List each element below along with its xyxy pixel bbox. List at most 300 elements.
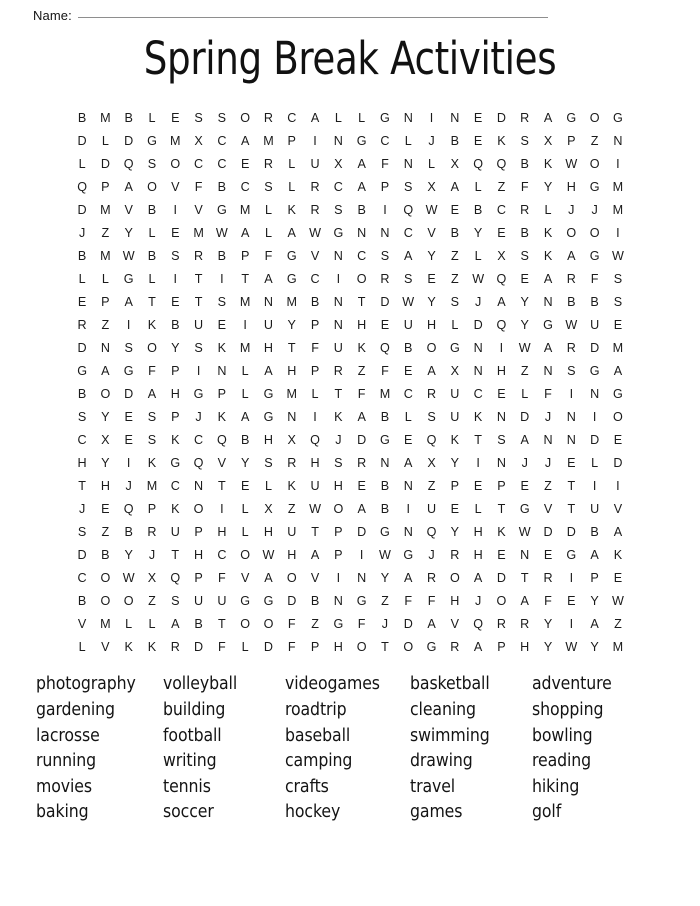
- grid-cell[interactable]: S: [497, 432, 506, 447]
- grid-cell[interactable]: Q: [310, 432, 320, 447]
- grid-cell[interactable]: R: [426, 570, 437, 585]
- grid-cell[interactable]: Q: [426, 432, 437, 447]
- grid-cell[interactable]: A: [310, 110, 320, 125]
- grid-cell[interactable]: F: [311, 340, 319, 355]
- grid-cell[interactable]: U: [194, 593, 204, 608]
- grid-cell[interactable]: R: [357, 455, 367, 470]
- grid-cell[interactable]: M: [239, 202, 251, 217]
- grid-cell[interactable]: P: [450, 478, 460, 493]
- grid-cell[interactable]: R: [426, 386, 437, 401]
- grid-cell[interactable]: F: [357, 616, 366, 631]
- grid-cell[interactable]: H: [287, 363, 297, 378]
- grid-cell[interactable]: B: [590, 524, 599, 539]
- grid-cell[interactable]: K: [147, 455, 157, 470]
- grid-cell[interactable]: S: [171, 248, 180, 263]
- grid-cell[interactable]: E: [240, 156, 250, 171]
- grid-cell[interactable]: H: [496, 363, 506, 378]
- grid-cell[interactable]: W: [122, 248, 135, 263]
- grid-cell[interactable]: N: [263, 294, 274, 309]
- grid-cell[interactable]: C: [170, 478, 180, 493]
- grid-cell[interactable]: L: [428, 156, 436, 171]
- grid-cell[interactable]: E: [543, 547, 553, 562]
- grid-cell[interactable]: V: [310, 570, 320, 585]
- grid-cell[interactable]: H: [473, 547, 483, 562]
- grid-cell[interactable]: P: [101, 294, 110, 309]
- grid-cell[interactable]: O: [589, 156, 600, 171]
- grid-cell[interactable]: F: [544, 386, 552, 401]
- grid-cell[interactable]: L: [288, 179, 296, 194]
- grid-cell[interactable]: G: [380, 110, 390, 125]
- grid-cell[interactable]: R: [263, 110, 274, 125]
- grid-cell[interactable]: E: [473, 133, 483, 148]
- word-bank-item[interactable]: running: [36, 751, 97, 772]
- grid-cell[interactable]: G: [286, 271, 297, 286]
- grid-cell[interactable]: Z: [520, 363, 529, 378]
- grid-cell[interactable]: B: [473, 202, 483, 217]
- grid-cell[interactable]: X: [427, 455, 436, 470]
- grid-cell[interactable]: A: [264, 363, 273, 378]
- grid-cell[interactable]: D: [263, 639, 274, 654]
- grid-cell[interactable]: G: [566, 547, 577, 562]
- grid-cell[interactable]: L: [264, 478, 272, 493]
- grid-cell[interactable]: W: [472, 271, 485, 286]
- grid-cell[interactable]: B: [567, 294, 576, 309]
- grid-cell[interactable]: X: [334, 156, 343, 171]
- grid-cell[interactable]: Y: [520, 294, 529, 309]
- grid-cell[interactable]: I: [196, 363, 201, 378]
- grid-cell[interactable]: N: [380, 225, 390, 240]
- grid-cell[interactable]: K: [147, 317, 157, 332]
- grid-cell[interactable]: V: [240, 570, 250, 585]
- grid-cell[interactable]: G: [613, 110, 623, 125]
- grid-cell[interactable]: X: [264, 501, 273, 516]
- grid-cell[interactable]: P: [310, 363, 320, 378]
- grid-cell[interactable]: Z: [357, 363, 366, 378]
- grid-cell[interactable]: B: [310, 593, 320, 608]
- grid-cell[interactable]: D: [613, 455, 623, 470]
- word-bank-item[interactable]: reading: [532, 751, 592, 772]
- grid-cell[interactable]: F: [381, 156, 389, 171]
- grid-cell[interactable]: O: [147, 179, 157, 194]
- grid-cell[interactable]: N: [496, 409, 506, 424]
- grid-cell[interactable]: S: [334, 455, 343, 470]
- grid-cell[interactable]: M: [193, 225, 204, 240]
- grid-cell[interactable]: C: [77, 432, 87, 447]
- grid-cell[interactable]: I: [616, 156, 620, 171]
- grid-cell[interactable]: O: [426, 340, 437, 355]
- grid-cell[interactable]: I: [592, 409, 597, 424]
- word-search-grid[interactable]: [70, 106, 629, 658]
- grid-cell[interactable]: N: [194, 478, 204, 493]
- grid-cell[interactable]: R: [194, 248, 204, 263]
- grid-cell[interactable]: G: [123, 271, 134, 286]
- grid-cell[interactable]: T: [78, 478, 86, 493]
- grid-cell[interactable]: Z: [450, 248, 459, 263]
- word-bank-item[interactable]: volleyball: [163, 674, 238, 695]
- grid-cell[interactable]: V: [310, 248, 320, 263]
- grid-cell[interactable]: D: [194, 639, 204, 654]
- word-bank-item[interactable]: tennis: [163, 776, 211, 797]
- grid-cell[interactable]: T: [171, 547, 180, 562]
- grid-cell[interactable]: U: [310, 156, 320, 171]
- grid-cell[interactable]: E: [613, 570, 623, 585]
- grid-cell[interactable]: D: [590, 340, 600, 355]
- grid-cell[interactable]: I: [359, 547, 364, 562]
- grid-cell[interactable]: A: [124, 179, 133, 194]
- grid-cell[interactable]: J: [148, 547, 156, 562]
- grid-cell[interactable]: Y: [473, 225, 483, 240]
- grid-cell[interactable]: Z: [101, 317, 110, 332]
- grid-cell[interactable]: I: [569, 570, 574, 585]
- grid-cell[interactable]: L: [101, 133, 109, 148]
- grid-cell[interactable]: N: [566, 409, 576, 424]
- grid-cell[interactable]: C: [287, 110, 297, 125]
- grid-cell[interactable]: E: [77, 294, 87, 309]
- grid-cell[interactable]: G: [263, 409, 274, 424]
- grid-cell[interactable]: A: [567, 248, 576, 263]
- grid-cell[interactable]: F: [264, 248, 273, 263]
- grid-cell[interactable]: J: [428, 547, 435, 562]
- grid-cell[interactable]: K: [357, 340, 366, 355]
- grid-cell[interactable]: X: [497, 248, 506, 263]
- grid-cell[interactable]: O: [100, 593, 111, 608]
- grid-cell[interactable]: T: [334, 386, 343, 401]
- grid-cell[interactable]: F: [404, 593, 413, 608]
- grid-cell[interactable]: C: [357, 248, 367, 263]
- grid-cell[interactable]: M: [146, 478, 158, 493]
- grid-cell[interactable]: Q: [193, 455, 204, 470]
- grid-cell[interactable]: M: [379, 386, 391, 401]
- word-bank-item[interactable]: camping: [285, 751, 353, 772]
- grid-cell[interactable]: S: [194, 340, 203, 355]
- grid-cell[interactable]: I: [336, 271, 341, 286]
- grid-cell[interactable]: S: [520, 248, 529, 263]
- grid-cell[interactable]: E: [240, 478, 250, 493]
- grid-cell[interactable]: C: [403, 225, 413, 240]
- grid-cell[interactable]: L: [264, 202, 272, 217]
- grid-cell[interactable]: S: [77, 409, 87, 424]
- grid-cell[interactable]: I: [313, 409, 317, 424]
- grid-cell[interactable]: A: [240, 409, 250, 424]
- grid-cell[interactable]: R: [566, 340, 576, 355]
- grid-cell[interactable]: D: [520, 409, 530, 424]
- grid-cell[interactable]: L: [125, 616, 133, 631]
- grid-cell[interactable]: R: [170, 639, 180, 654]
- grid-cell[interactable]: A: [357, 409, 366, 424]
- grid-cell[interactable]: F: [218, 570, 226, 585]
- grid-cell[interactable]: R: [77, 317, 87, 332]
- grid-cell[interactable]: V: [124, 202, 133, 217]
- grid-cell[interactable]: I: [220, 271, 224, 286]
- grid-cell[interactable]: R: [520, 616, 530, 631]
- grid-cell[interactable]: W: [402, 294, 415, 309]
- grid-cell[interactable]: D: [496, 570, 506, 585]
- grid-cell[interactable]: P: [240, 248, 250, 263]
- word-bank-item[interactable]: drawing: [410, 751, 473, 772]
- grid-cell[interactable]: A: [613, 524, 623, 539]
- grid-cell[interactable]: H: [100, 478, 110, 493]
- grid-cell[interactable]: Q: [170, 570, 181, 585]
- grid-cell[interactable]: E: [101, 501, 110, 516]
- grid-cell[interactable]: W: [309, 501, 321, 516]
- grid-cell[interactable]: N: [543, 432, 553, 447]
- grid-cell[interactable]: H: [170, 386, 180, 401]
- grid-cell[interactable]: P: [171, 409, 180, 424]
- grid-cell[interactable]: A: [357, 501, 366, 516]
- grid-cell[interactable]: S: [613, 294, 623, 309]
- grid-cell[interactable]: M: [263, 133, 274, 148]
- grid-cell[interactable]: R: [566, 271, 576, 286]
- grid-cell[interactable]: B: [101, 547, 110, 562]
- grid-cell[interactable]: A: [240, 133, 250, 148]
- grid-cell[interactable]: J: [591, 202, 598, 217]
- grid-cell[interactable]: L: [474, 501, 482, 516]
- grid-cell[interactable]: J: [544, 409, 552, 424]
- grid-cell[interactable]: O: [100, 570, 111, 585]
- grid-cell[interactable]: V: [613, 501, 623, 516]
- grid-cell[interactable]: N: [287, 409, 297, 424]
- grid-cell[interactable]: M: [170, 133, 181, 148]
- grid-cell[interactable]: G: [426, 639, 437, 654]
- grid-cell[interactable]: D: [77, 547, 87, 562]
- grid-cell[interactable]: B: [380, 501, 390, 516]
- grid-cell[interactable]: L: [404, 409, 412, 424]
- grid-cell[interactable]: D: [77, 340, 87, 355]
- grid-cell[interactable]: P: [380, 179, 390, 194]
- grid-cell[interactable]: M: [612, 202, 624, 217]
- grid-cell[interactable]: K: [217, 340, 227, 355]
- grid-cell[interactable]: Z: [427, 478, 436, 493]
- grid-cell[interactable]: J: [544, 455, 552, 470]
- grid-cell[interactable]: B: [217, 179, 227, 194]
- grid-cell[interactable]: L: [148, 225, 156, 240]
- grid-cell[interactable]: B: [310, 294, 320, 309]
- grid-cell[interactable]: B: [380, 409, 390, 424]
- grid-cell[interactable]: A: [124, 294, 133, 309]
- grid-cell[interactable]: O: [193, 501, 204, 516]
- grid-cell[interactable]: F: [427, 593, 436, 608]
- grid-cell[interactable]: P: [590, 570, 599, 585]
- grid-cell[interactable]: O: [240, 547, 251, 562]
- grid-cell[interactable]: G: [123, 363, 134, 378]
- grid-cell[interactable]: R: [450, 639, 460, 654]
- grid-cell[interactable]: F: [148, 363, 156, 378]
- grid-cell[interactable]: G: [589, 363, 600, 378]
- grid-cell[interactable]: Y: [543, 639, 553, 654]
- grid-cell[interactable]: K: [450, 432, 460, 447]
- grid-cell[interactable]: L: [544, 202, 552, 217]
- grid-cell[interactable]: D: [403, 616, 413, 631]
- grid-cell[interactable]: S: [147, 432, 157, 447]
- grid-cell[interactable]: B: [77, 386, 87, 401]
- grid-cell[interactable]: Y: [124, 225, 133, 240]
- grid-cell[interactable]: A: [520, 432, 529, 447]
- grid-cell[interactable]: A: [240, 225, 250, 240]
- grid-cell[interactable]: P: [147, 501, 157, 516]
- grid-cell[interactable]: P: [567, 133, 576, 148]
- grid-cell[interactable]: B: [404, 340, 413, 355]
- grid-cell[interactable]: S: [171, 593, 180, 608]
- grid-cell[interactable]: L: [288, 156, 296, 171]
- grid-cell[interactable]: B: [357, 202, 366, 217]
- grid-cell[interactable]: M: [100, 110, 111, 125]
- grid-cell[interactable]: E: [450, 202, 460, 217]
- grid-cell[interactable]: S: [77, 524, 87, 539]
- grid-cell[interactable]: I: [173, 271, 178, 286]
- grid-cell[interactable]: P: [310, 317, 320, 332]
- grid-cell[interactable]: M: [100, 202, 111, 217]
- grid-cell[interactable]: S: [217, 110, 227, 125]
- grid-cell[interactable]: O: [613, 409, 623, 424]
- grid-cell[interactable]: G: [170, 455, 181, 470]
- grid-cell[interactable]: S: [567, 363, 576, 378]
- grid-cell[interactable]: B: [590, 294, 599, 309]
- grid-cell[interactable]: E: [380, 317, 390, 332]
- grid-cell[interactable]: I: [313, 133, 317, 148]
- grid-cell[interactable]: Y: [380, 570, 390, 585]
- grid-cell[interactable]: X: [194, 133, 203, 148]
- grid-cell[interactable]: X: [450, 156, 460, 171]
- grid-cell[interactable]: B: [520, 156, 529, 171]
- grid-cell[interactable]: C: [240, 179, 250, 194]
- grid-cell[interactable]: I: [173, 202, 178, 217]
- word-bank-item[interactable]: gardening: [36, 699, 115, 720]
- grid-cell[interactable]: G: [263, 386, 274, 401]
- grid-cell[interactable]: X: [450, 363, 460, 378]
- grid-cell[interactable]: K: [334, 409, 343, 424]
- grid-cell[interactable]: D: [566, 524, 576, 539]
- grid-cell[interactable]: Q: [496, 271, 507, 286]
- grid-cell[interactable]: P: [217, 386, 227, 401]
- grid-cell[interactable]: L: [101, 271, 109, 286]
- grid-cell[interactable]: S: [404, 179, 413, 194]
- grid-cell[interactable]: G: [613, 386, 623, 401]
- grid-cell[interactable]: Q: [473, 156, 484, 171]
- grid-cell[interactable]: R: [450, 547, 460, 562]
- grid-cell[interactable]: H: [520, 639, 530, 654]
- grid-cell[interactable]: X: [543, 133, 553, 148]
- grid-cell[interactable]: N: [403, 524, 413, 539]
- grid-cell[interactable]: I: [336, 570, 341, 585]
- grid-cell[interactable]: A: [473, 570, 483, 585]
- grid-cell[interactable]: A: [264, 271, 273, 286]
- grid-cell[interactable]: U: [426, 501, 437, 516]
- grid-cell[interactable]: K: [613, 547, 623, 562]
- grid-cell[interactable]: U: [217, 593, 227, 608]
- grid-cell[interactable]: C: [217, 156, 227, 171]
- grid-cell[interactable]: E: [217, 317, 227, 332]
- grid-cell[interactable]: T: [218, 478, 226, 493]
- grid-cell[interactable]: M: [100, 616, 111, 631]
- grid-cell[interactable]: O: [566, 225, 577, 240]
- word-bank-item[interactable]: travel: [410, 776, 456, 797]
- grid-cell[interactable]: A: [497, 294, 506, 309]
- grid-cell[interactable]: E: [404, 363, 413, 378]
- grid-cell[interactable]: W: [262, 547, 275, 562]
- grid-cell[interactable]: I: [126, 317, 131, 332]
- grid-cell[interactable]: N: [543, 294, 553, 309]
- grid-cell[interactable]: T: [357, 294, 366, 309]
- grid-cell[interactable]: V: [543, 501, 553, 516]
- grid-cell[interactable]: E: [520, 271, 529, 286]
- grid-cell[interactable]: S: [427, 409, 436, 424]
- grid-cell[interactable]: H: [310, 455, 320, 470]
- grid-cell[interactable]: K: [543, 225, 553, 240]
- grid-cell[interactable]: H: [357, 317, 367, 332]
- grid-cell[interactable]: B: [77, 593, 87, 608]
- grid-cell[interactable]: U: [450, 386, 460, 401]
- grid-cell[interactable]: M: [286, 294, 297, 309]
- grid-cell[interactable]: J: [335, 432, 342, 447]
- grid-cell[interactable]: R: [380, 271, 390, 286]
- grid-cell[interactable]: C: [217, 133, 227, 148]
- grid-cell[interactable]: T: [520, 570, 529, 585]
- grid-cell[interactable]: O: [147, 340, 157, 355]
- grid-cell[interactable]: R: [310, 179, 320, 194]
- grid-cell[interactable]: P: [497, 478, 506, 493]
- grid-cell[interactable]: V: [217, 455, 227, 470]
- grid-cell[interactable]: Y: [101, 455, 110, 470]
- grid-cell[interactable]: H: [426, 317, 437, 332]
- grid-cell[interactable]: Y: [427, 294, 436, 309]
- grid-cell[interactable]: A: [427, 616, 436, 631]
- grid-cell[interactable]: K: [171, 432, 180, 447]
- grid-cell[interactable]: N: [403, 478, 413, 493]
- grid-cell[interactable]: O: [496, 593, 507, 608]
- grid-cell[interactable]: D: [380, 294, 390, 309]
- grid-cell[interactable]: L: [148, 616, 156, 631]
- grid-cell[interactable]: B: [194, 616, 203, 631]
- grid-cell[interactable]: N: [566, 432, 576, 447]
- grid-cell[interactable]: G: [333, 616, 344, 631]
- grid-cell[interactable]: F: [287, 639, 296, 654]
- grid-cell[interactable]: G: [380, 524, 390, 539]
- grid-cell[interactable]: A: [613, 363, 623, 378]
- grid-cell[interactable]: H: [287, 547, 297, 562]
- grid-cell[interactable]: N: [333, 133, 343, 148]
- grid-cell[interactable]: F: [381, 363, 389, 378]
- grid-cell[interactable]: W: [309, 225, 321, 240]
- grid-cell[interactable]: D: [496, 110, 506, 125]
- grid-cell[interactable]: Y: [287, 317, 296, 332]
- grid-cell[interactable]: I: [243, 317, 247, 332]
- grid-cell[interactable]: Z: [497, 179, 506, 194]
- grid-cell[interactable]: N: [590, 386, 600, 401]
- grid-cell[interactable]: S: [124, 340, 133, 355]
- grid-cell[interactable]: H: [263, 432, 274, 447]
- grid-cell[interactable]: D: [77, 202, 87, 217]
- grid-cell[interactable]: L: [358, 110, 366, 125]
- grid-cell[interactable]: P: [334, 547, 343, 562]
- grid-cell[interactable]: L: [78, 639, 86, 654]
- grid-cell[interactable]: H: [450, 593, 460, 608]
- grid-cell[interactable]: G: [566, 110, 577, 125]
- grid-cell[interactable]: D: [543, 524, 553, 539]
- word-bank-item[interactable]: basketball: [410, 674, 490, 695]
- grid-cell[interactable]: U: [450, 409, 460, 424]
- grid-cell[interactable]: Y: [240, 455, 250, 470]
- grid-cell[interactable]: R: [543, 570, 553, 585]
- grid-cell[interactable]: B: [147, 202, 157, 217]
- grid-cell[interactable]: W: [565, 639, 578, 654]
- word-bank-item[interactable]: hiking: [532, 776, 580, 797]
- grid-cell[interactable]: K: [287, 202, 296, 217]
- grid-cell[interactable]: Y: [450, 524, 460, 539]
- grid-cell[interactable]: D: [590, 432, 600, 447]
- grid-cell[interactable]: G: [589, 179, 600, 194]
- grid-cell[interactable]: O: [100, 386, 111, 401]
- grid-cell[interactable]: B: [147, 248, 157, 263]
